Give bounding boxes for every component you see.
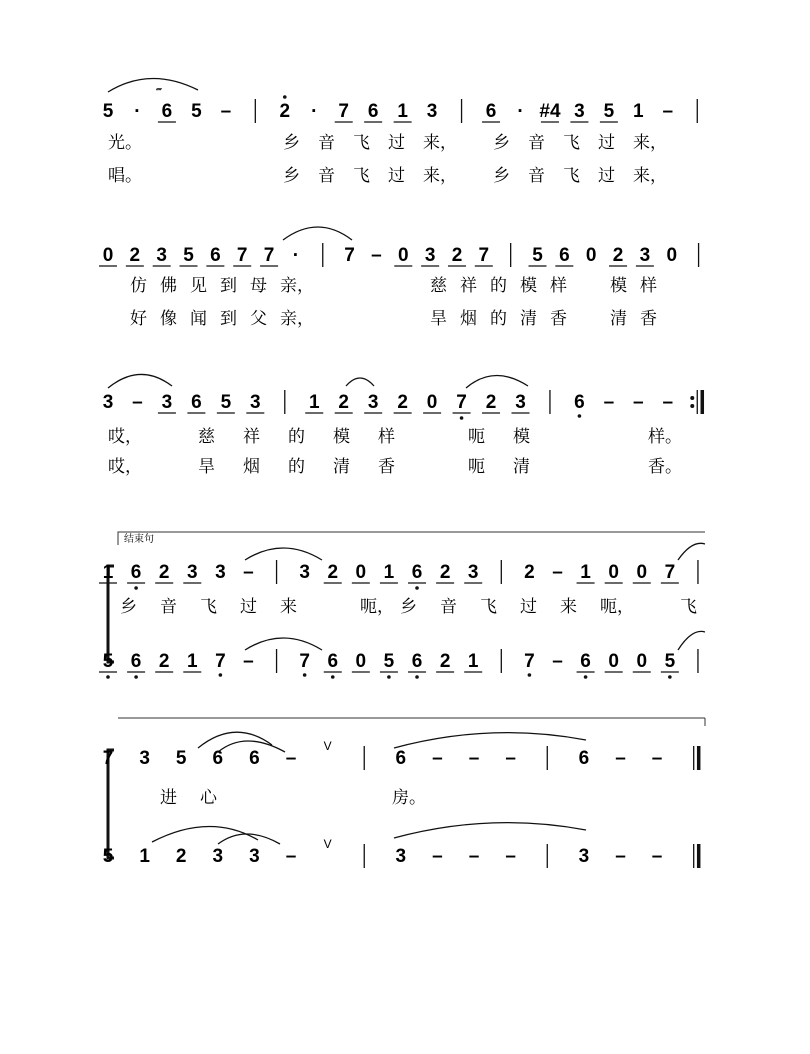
dash-extension: – [468, 846, 480, 867]
note-number: 0 [636, 562, 648, 583]
lyric-syllable: 进 [160, 788, 177, 808]
note-number: 6 [161, 101, 173, 122]
note-number: 2 [397, 392, 408, 413]
note-number: 2 [158, 651, 170, 672]
note-number: 6 [130, 651, 142, 672]
note-number: 1 [580, 562, 591, 583]
note-number: 3 [161, 392, 173, 413]
barline [694, 746, 699, 770]
note-number: 3 [139, 748, 150, 769]
note-number: 1 [308, 392, 320, 413]
lyric-syllable: 烟 [460, 309, 477, 329]
note-number: 2 [327, 562, 339, 583]
dash-extension: – [468, 748, 480, 769]
note-number: 5 [102, 846, 114, 867]
lyric-syllable: 过 [598, 166, 615, 186]
note-number: #4 [539, 101, 561, 122]
dash-extension: – [651, 748, 663, 769]
note-number: 0 [636, 651, 648, 672]
note-number: 1 [139, 846, 150, 867]
dash-extension: – [132, 392, 143, 413]
note-number: 6 [249, 748, 260, 769]
lyric-syllable: 的 [490, 309, 507, 329]
system-2-lyrics-verse-1 [130, 276, 657, 296]
note-number: 6 [212, 748, 224, 769]
lyric-syllable: 闻 [190, 309, 207, 329]
barline [690, 390, 702, 414]
lyric-syllable: 旱 [430, 309, 447, 329]
note-number: 3 [215, 562, 226, 583]
lyric-syllable: 来， [423, 133, 457, 153]
note-number: 6 [327, 651, 339, 672]
lyric-syllable: 像 [160, 309, 177, 329]
augmentation-dot: · [517, 101, 524, 122]
system-5-lyrics [160, 788, 426, 808]
dash-extension: – [662, 392, 674, 413]
lyric-syllable: 样 [378, 427, 395, 447]
lyric-syllable: 音 [318, 166, 335, 186]
lyric-syllable: 飞 [200, 597, 217, 617]
lyric-syllable: 房。 [392, 788, 426, 808]
ornament-mark: ⁗ [156, 87, 162, 97]
dash-extension: – [285, 846, 297, 867]
note-number: 3 [212, 846, 224, 867]
lyric-syllable: 的 [288, 427, 305, 447]
note-number: 6 [485, 101, 497, 122]
note-number: 0 [585, 245, 597, 266]
note-number: 3 [639, 245, 651, 266]
lyric-syllable: 呃， [360, 597, 394, 617]
system-1-lyrics-verse-2 [108, 166, 667, 186]
lyric-syllable: 来， [633, 166, 667, 186]
note-number: 1 [633, 101, 644, 122]
lyric-syllable: 到 [220, 309, 237, 329]
note-number: 3 [426, 101, 438, 122]
octave-dot-low [415, 586, 419, 590]
note-number: 5 [183, 245, 194, 266]
note-number: 6 [130, 562, 142, 583]
note-number: 0 [102, 245, 114, 266]
lyric-syllable: 乡 [400, 597, 417, 617]
note-number: 0 [608, 562, 619, 583]
note-number: 0 [666, 245, 678, 266]
octave-dot-low [106, 675, 110, 679]
lyric-syllable: 光。 [108, 133, 142, 153]
system-5-lower-part [103, 837, 699, 868]
note-number: 7 [299, 651, 310, 672]
lyric-syllable: 音 [160, 597, 177, 617]
octave-dot-low [578, 414, 582, 418]
octave-dot-low [303, 673, 307, 677]
lyric-syllable: 模 [520, 276, 537, 296]
octave-dot-low [528, 673, 532, 677]
augmentation-dot: · [311, 101, 318, 122]
octave-dot-low [415, 675, 419, 679]
note-number: 2 [338, 392, 349, 413]
note-number: 3 [102, 392, 114, 413]
note-number: 2 [612, 245, 624, 266]
breath-mark: V [323, 739, 332, 753]
dash-extension: – [505, 846, 516, 867]
lyric-syllable: 过 [520, 597, 537, 617]
dash-extension: – [633, 392, 644, 413]
note-number: 1 [186, 651, 198, 672]
lyric-syllable: 的 [288, 457, 305, 477]
note-number: 0 [355, 651, 367, 672]
lyric-syllable: 清 [520, 309, 537, 329]
note-number: 7 [263, 245, 275, 266]
note-number: 1 [102, 562, 114, 583]
note-number: 6 [411, 651, 423, 672]
lyric-syllable: 香 [640, 309, 657, 329]
lyric-syllable: 来 [560, 597, 577, 617]
lyric-syllable: 心 [200, 788, 217, 808]
note-number: 2 [158, 562, 170, 583]
lyric-syllable: 呃 [468, 427, 485, 447]
dash-extension: – [552, 562, 563, 583]
system-4-lower-part [99, 649, 698, 679]
note-number: 5 [220, 392, 232, 413]
lyric-syllable: 音 [528, 133, 545, 153]
system-1-lyrics-verse-1 [108, 133, 667, 153]
note-number: 7 [664, 562, 676, 583]
lyric-syllable: 样 [640, 276, 657, 296]
octave-dot-low [387, 675, 391, 679]
note-number: 3 [395, 846, 407, 867]
note-number: 3 [186, 562, 198, 583]
lyric-syllable: 香。 [648, 457, 682, 477]
lyric-syllable: 好 [130, 309, 147, 329]
lyric-syllable: 唱。 [108, 166, 142, 186]
note-number: 1 [397, 101, 408, 122]
note-number: 6 [191, 392, 202, 413]
note-number: 7 [524, 651, 535, 672]
note-number: 6 [411, 562, 423, 583]
lyric-syllable: 呃， [600, 597, 634, 617]
lyric-syllable: 音 [440, 597, 457, 617]
system-2-notes [99, 243, 699, 267]
lyric-syllable: 烟 [243, 457, 260, 477]
note-number: 2 [439, 651, 451, 672]
octave-dot-low [668, 675, 672, 679]
note-number: 3 [367, 392, 379, 413]
note-number: 2 [279, 101, 291, 122]
octave-dot-low [331, 675, 335, 679]
lyric-syllable: 音 [528, 166, 545, 186]
dash-extension: – [505, 748, 516, 769]
breath-mark: V [323, 837, 332, 851]
lyric-syllable: 过 [388, 133, 405, 153]
lyric-syllable: 祥 [460, 276, 477, 296]
octave-dot-low [584, 675, 588, 679]
lyric-syllable: 清 [333, 457, 350, 477]
lyric-syllable: 慈 [198, 427, 215, 447]
octave-dot-low [134, 675, 138, 679]
lyric-syllable: 飞 [480, 597, 497, 617]
note-number: 5 [102, 651, 114, 672]
lyric-syllable: 母 [250, 276, 267, 296]
lyric-syllable: 亲， [280, 276, 314, 296]
lyric-syllable: 音 [318, 133, 335, 153]
note-number: 7 [456, 392, 467, 413]
note-number: 5 [603, 101, 615, 122]
note-number: 0 [397, 245, 409, 266]
note-number: 0 [355, 562, 367, 583]
dash-extension: – [662, 101, 674, 122]
barline [694, 844, 699, 868]
note-number: 2 [129, 245, 141, 266]
lyric-syllable: 飞 [680, 597, 697, 617]
lyric-syllable: 哎， [108, 457, 142, 477]
augmentation-dot: · [292, 245, 300, 266]
lyric-syllable: 到 [220, 276, 237, 296]
lyric-syllable: 亲， [280, 309, 314, 329]
note-number: 3 [515, 392, 526, 413]
lyric-syllable: 慈 [430, 276, 447, 296]
lyric-syllable: 乡 [493, 166, 510, 186]
lyric-syllable: 来 [280, 597, 297, 617]
system-1-notes [103, 95, 698, 123]
lyric-syllable: 仿 [130, 276, 147, 296]
dash-extension: – [432, 846, 443, 867]
octave-dot-low [219, 673, 223, 677]
note-number: 3 [156, 245, 167, 266]
lyric-syllable: 样。 [648, 427, 682, 447]
note-number: 7 [102, 748, 114, 769]
lyric-syllable: 过 [388, 166, 405, 186]
note-number: 2 [451, 245, 463, 266]
dash-extension: – [615, 748, 626, 769]
lyric-syllable: 模 [513, 427, 530, 447]
lyric-syllable: 来， [423, 166, 457, 186]
lyric-syllable: 模 [333, 427, 350, 447]
lyric-syllable: 乡 [283, 166, 300, 186]
octave-dot-high [283, 95, 287, 99]
lyric-syllable: 乡 [120, 597, 137, 617]
octave-dot-low [460, 416, 464, 420]
note-number: 7 [338, 101, 349, 122]
lyric-syllable: 父 [250, 309, 267, 329]
system-5-upper-part [103, 739, 699, 770]
lyric-syllable: 过 [598, 133, 615, 153]
system-3-lyrics-verse-2 [108, 457, 682, 477]
lyric-syllable: 飞 [563, 166, 580, 186]
note-number: 6 [574, 392, 585, 413]
note-number: 6 [580, 651, 591, 672]
note-number: 3 [299, 562, 310, 583]
note-number: 7 [215, 651, 226, 672]
note-number: 5 [102, 101, 114, 122]
lyric-syllable: 祥 [243, 427, 260, 447]
note-number: 3 [424, 245, 436, 266]
note-number: 6 [395, 748, 407, 769]
note-number: 6 [578, 748, 590, 769]
lyric-syllable: 过 [240, 597, 257, 617]
system-3-notes [103, 390, 703, 420]
lyric-syllable: 旱 [198, 457, 215, 477]
lyric-syllable: 飞 [563, 133, 580, 153]
note-number: 1 [467, 651, 479, 672]
dash-extension: – [371, 245, 382, 266]
lyric-syllable: 香 [550, 309, 567, 329]
lyric-syllable: 乡 [493, 133, 510, 153]
system-3-lyrics-verse-1 [108, 427, 682, 447]
dash-extension: – [432, 748, 443, 769]
lyric-syllable: 香 [378, 457, 395, 477]
lyric-syllable: 乡 [283, 133, 300, 153]
note-number: 5 [191, 101, 202, 122]
system-4-lyrics [120, 597, 697, 617]
lyric-syllable: 样 [550, 276, 567, 296]
note-number: 2 [175, 846, 187, 867]
lyric-syllable: 哎， [108, 427, 142, 447]
note-number: 3 [250, 392, 261, 413]
note-number: 5 [383, 651, 395, 672]
system-4-upper-part [99, 560, 698, 590]
note-number: 6 [559, 245, 570, 266]
lyric-syllable: 来， [633, 133, 667, 153]
lyric-syllable: 模 [610, 276, 627, 296]
note-number: 3 [249, 846, 260, 867]
note-number: 3 [578, 846, 590, 867]
lyric-syllable: 见 [190, 276, 207, 296]
dash-extension: – [552, 651, 563, 672]
note-number: 3 [467, 562, 479, 583]
lyric-syllable: 呃 [468, 457, 485, 477]
section-label-bracket [118, 532, 705, 545]
note-number: 5 [664, 651, 676, 672]
note-number: 2 [485, 392, 497, 413]
note-number: 3 [574, 101, 585, 122]
note-number: 5 [532, 245, 543, 266]
section-label: 结束句 [124, 534, 154, 545]
system-2-lyrics-verse-2 [130, 309, 657, 329]
note-number: 2 [524, 562, 535, 583]
note-number: 1 [383, 562, 395, 583]
dash-extension: – [243, 651, 254, 672]
lyric-syllable: 飞 [353, 133, 370, 153]
dash-extension: – [603, 392, 615, 413]
note-number: 6 [367, 101, 379, 122]
note-number: 7 [478, 245, 490, 266]
lyric-syllable: 飞 [353, 166, 370, 186]
note-number: 7 [236, 245, 248, 266]
octave-dot-low [134, 586, 138, 590]
augmentation-dot: · [134, 101, 141, 122]
note-number: 5 [175, 748, 187, 769]
dash-extension: – [285, 748, 297, 769]
note-number: 7 [344, 245, 355, 266]
lyric-syllable: 佛 [160, 276, 177, 296]
lyric-syllable: 的 [490, 276, 507, 296]
lyric-syllable: 清 [513, 457, 530, 477]
lyric-syllable: 清 [610, 309, 627, 329]
note-number: 0 [608, 651, 619, 672]
note-number: 0 [426, 392, 438, 413]
dash-extension: – [220, 101, 232, 122]
note-number: 6 [210, 245, 221, 266]
dash-extension: – [243, 562, 254, 583]
dash-extension: – [615, 846, 626, 867]
dash-extension: – [651, 846, 663, 867]
note-number: 2 [439, 562, 451, 583]
